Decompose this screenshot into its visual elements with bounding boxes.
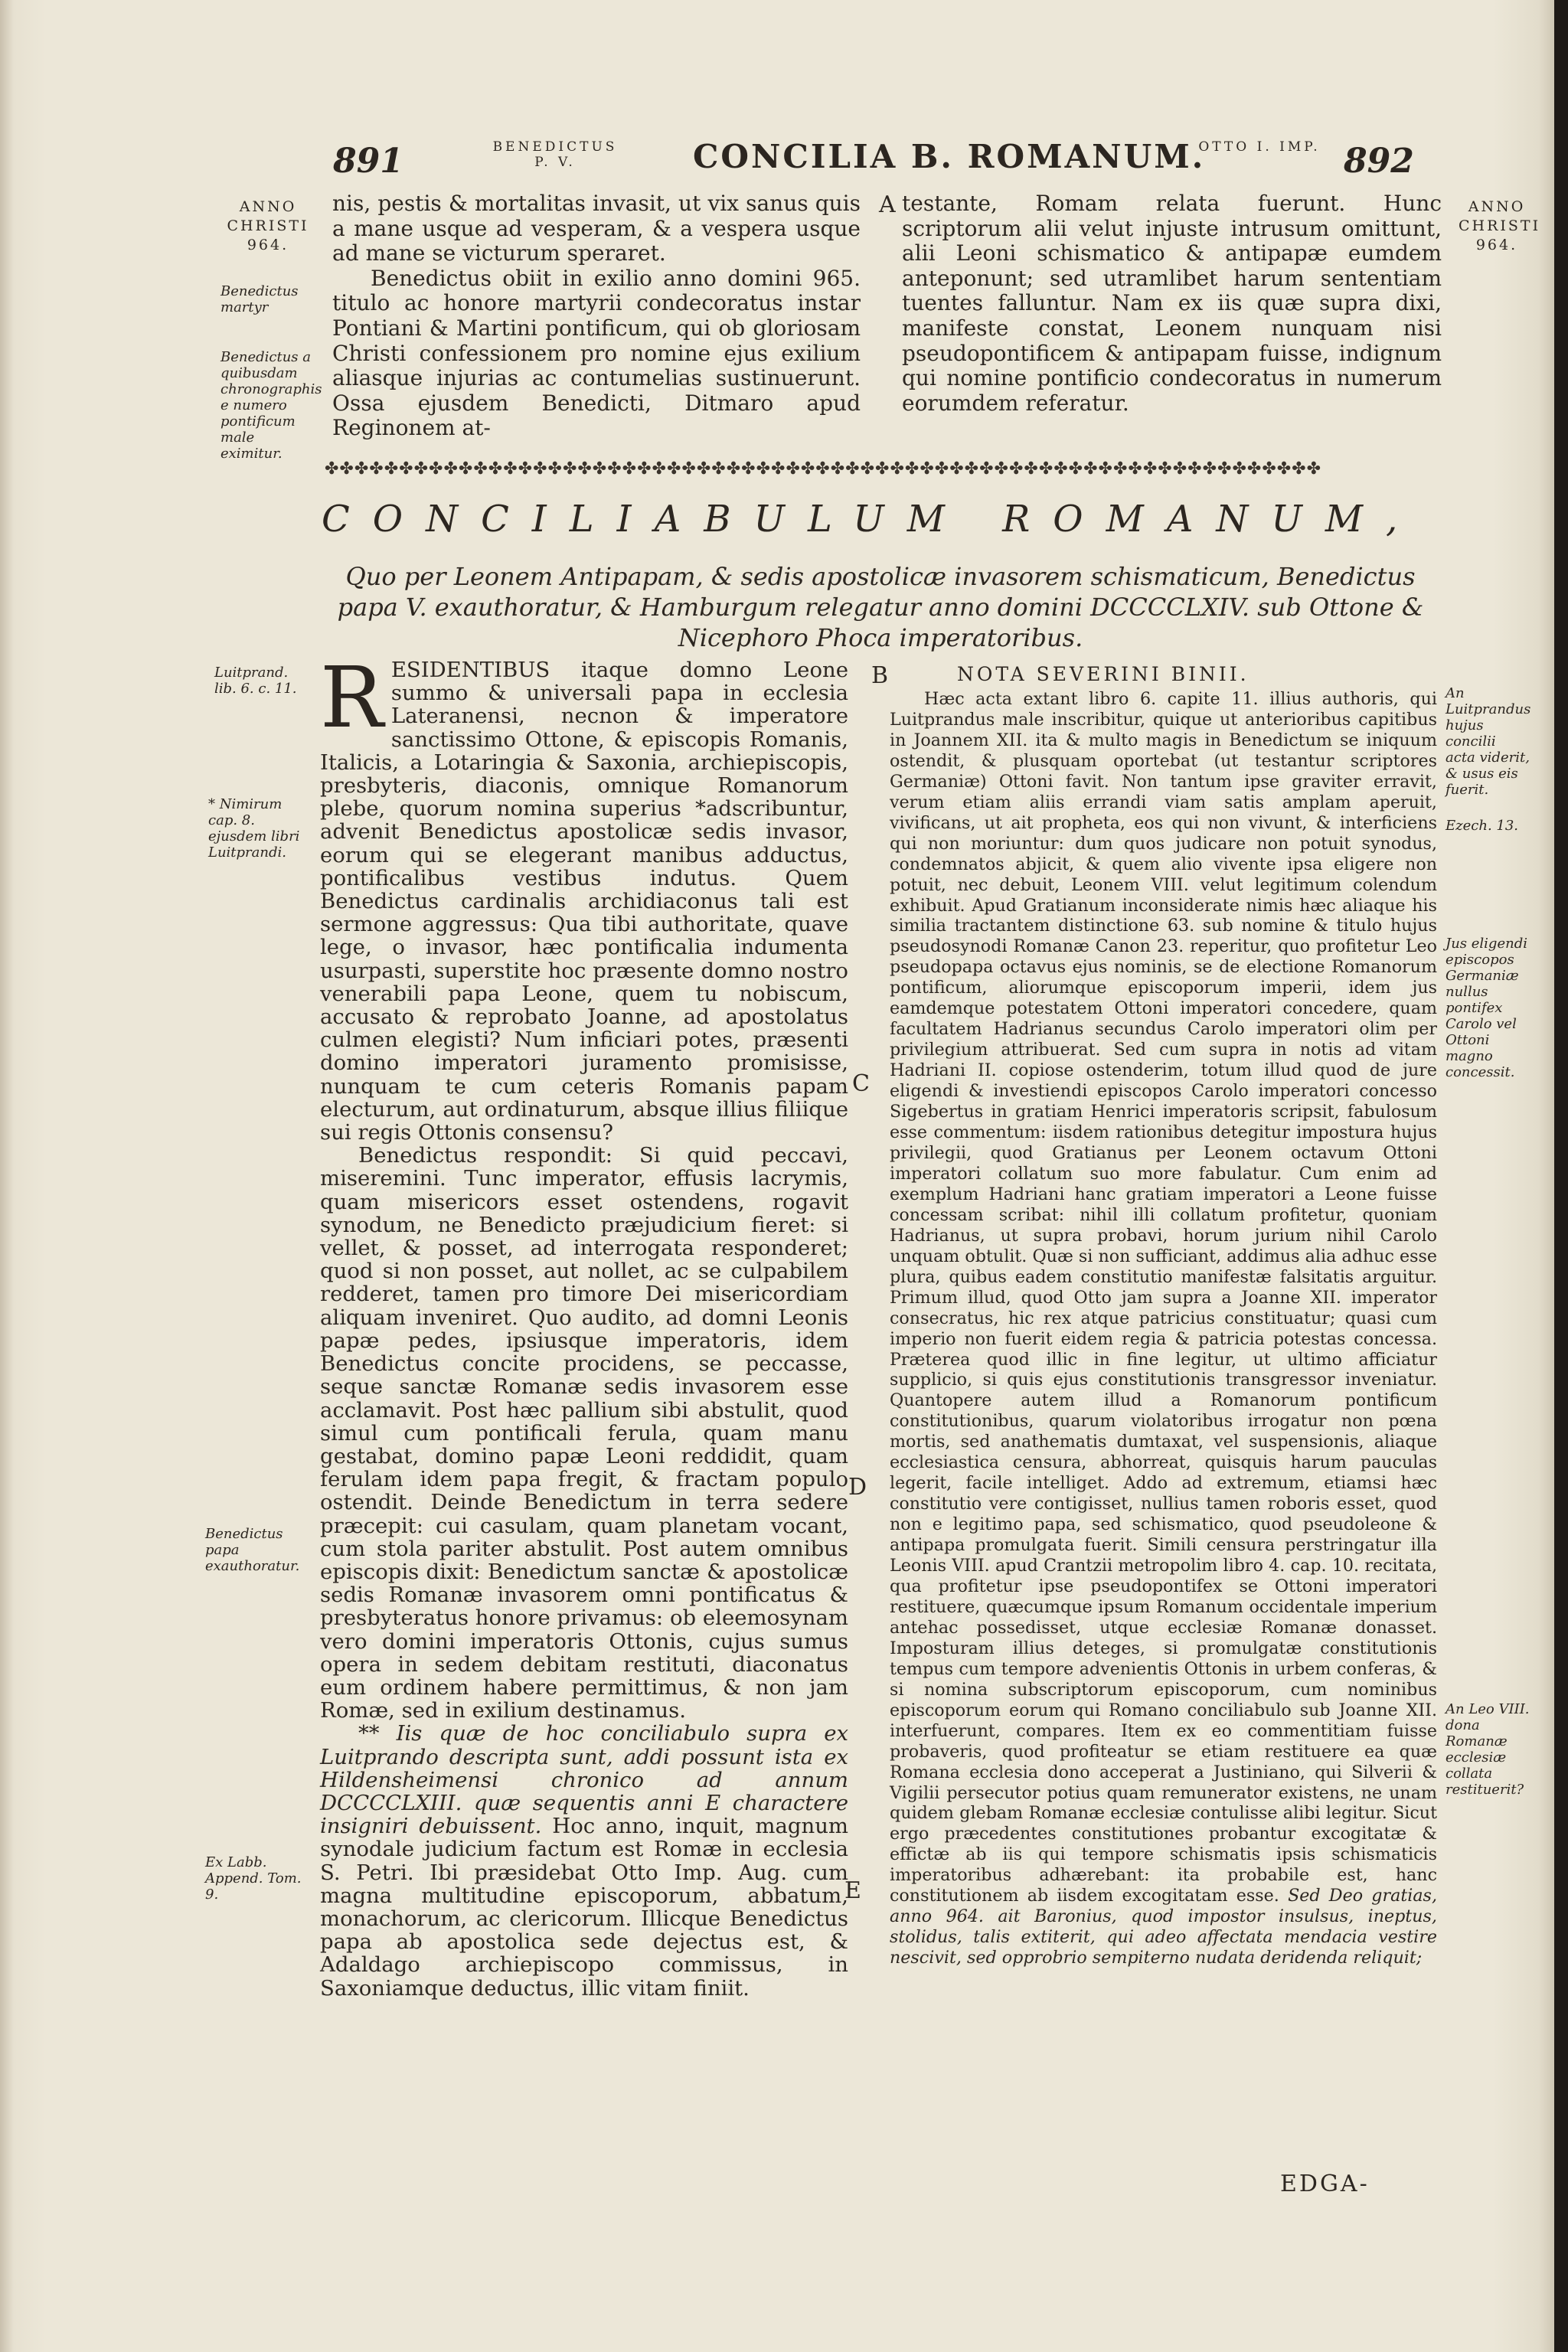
paragraph: Hoc anno, inquit, magnum synodale judicium factum est Romæ in ecclesia S. Petri. Ibi præsidebat Otto Imp. Aug. cum magna multitudine episcoporum, abbatum, monachorum, ac clericorum. Illicque Benedictus papa ab apostolica sede dejectus est, & Adaldago archiepiscopo commissus, in Saxoniamque deductus, illic vitam finiit. bbox=[320, 1814, 848, 2001]
margin-note-ezech: Ezech. 13. bbox=[1446, 818, 1519, 834]
paragraph: Hæc acta extant libro 6. capite 11. illius authoris, qui Luitprandus male inscribitur, quique ut anterioribus capitibus in Joannem XII. ita & multo magis in Benedictum se iniquum ostendit, & plusquam oportebat (ut testantur scriptores Germaniæ) Ottoni favit. Non tantum ipse graviter erravit, verum etiam aliis errandi viam satis amplam aperuit, vivificans, ut ait propheta, eos qui non vivunt, & interficiens qui non moriuntur: dum quos judicare non potuit synodus, condemnatos abjicit, & quem alio vivente ipsa eligere non potuit, nec debuit, Leonem VIII. velut legitimum colendum exhibuit. Apud Gratianum inconsiderate nimis hæc aliaque his similia tractantem distinctione 63. sub nomine & titulo hujus pseudosynodi Romanæ Canon 23. reperitur, quo profitetur Leo pseudopapa octavus ejus nominis, se de electione Romanorum pontificum, aliorumque episcoporum imperii, idem jus eamdemque potestatem Ottoni imperatori concedere, quam facultatem Hadrianus secundus Carolo imperatori olim per privilegium attribuerat. Sed cum supra in notis ad vitam Hadriani II. copiose ostenderim, totum illud quod de jure eligendi & investiendi episcopos Carolo imperatori concesso Sigebertus in gratiam Henrici imperatoris scripsit, fabulosum esse commentum: iisdem rationibus detegitur impostura hujus privilegii, quod Gratianus per Leonem octavum Ottoni imperatori collatum suo more fabulatur. Cum enim ad exemplum Hadriani hanc gratiam imperatori a Leone fuisse concessam scribat: nihil illi collatum profitetur, quoniam Hadrianus, ut supra probavi, horum jurium nihil Carolo unquam obtulit. Quæ si non sufficiant, addimus alia adhuc esse plura, quibus eadem constitutio manifestæ falsitatis arguitur. Primum illud, quod Otto jam supra a Joanne XII. imperator consecratus, hic rex atque patricius constituatur; quasi cum imperio non fuerit eidem regia & patricia potestas concessa. Præterea quod illic in fine legitur, ut ultimo afficiatur supplicio, si quis ejus constitutionis transgressor inveniatur. Quantopere autem illud a Romanorum pontificum constitutionibus, quarum violatoribus irrogatur non pœna mortis, sed anathematis dumtaxat, vel suspensionis, aliaque ecclesiastica censura, abhorreat, quisquis harum pauculas legerit, facile intelliget. Addo ad extremum, etiamsi hæc constitutio vere contigisset, nullius tamen roboris esset, quod non e legitimo papa, sed schismatico, quod pseudoleone & antipapa promulgata fuerit. Simili censura perstringatur illa Leonis VIII. apud Crantzii metropolim libro 4. cap. 10. recitata, qua profitetur ipse pseudopontifex se Ottoni imperatori restituere, quæcumque ipsum Romanum occidentale imperium antehac possedisset, utque ecclesiæ Romanæ donasset. Imposturam illius deteges, si promulgatæ constitutionis tempus cum tempore advenientis Ottonis in urbem conferas, & si nomina subscriptorum episcoporum, cum nominibus episcoporum eorum qui Romano conciliabulo sub Joanne XII. interfuerunt, compares. Item ex eo commentitiam fuisse probaveris, quod profiteatur se etiam restituere ea quæ Romana ecclesia dono acceperat a Justiniano, qui Silverii & Vigilii persecutor potius quam remunerator existens, ne unam quidem glebam Romanæ ecclesiæ contulisse alibi legitur. Sicut ergo præcedentes constitutiones probantur excogitatæ & effictæ ab iis qui tempore schismatis ipsis schismaticis imperatoribus adhærebant: ita probabile est, hanc constitutionem ab iisdem excogitatam esse. bbox=[890, 689, 1437, 1906]
section-title: CONCILIABULUM ROMANUM, bbox=[322, 498, 1421, 541]
margin-note-luitprandus: An Luitprandus hujus concilii acta viderit, & usus eis fuerit. bbox=[1446, 685, 1531, 798]
anno-christi-left: ANNO CHRISTI 964. bbox=[227, 198, 309, 253]
anno-christi-right: ANNO CHRISTI 964. bbox=[1459, 198, 1541, 253]
paragraph: Benedictus respondit: Si quid peccavi, miseremini. Tunc imperator, effusis lacrymis, quam misericors esset ostendens, rogavit synodum, ne Benedicto præjudicium fieret: si vellet, & posset, ad interrogata responderet; quod si non posset, aut nollet, ac se culpabilem redderet, tamen pro timore Dei misericordiam aliquam inveniret. Quo audito, ad domni Leonis papæ pedes, ipsiusque imperatoris, idem Benedictus concite procidens, se peccasse, seque sanctæ Romanæ sedis invasorem esse acclamavit. Post hæc pallium sibi abstulit, quod simul cum pontificali ferula, quam manu gestabat, domino papæ Leoni reddidit, quam ferulam idem papa fregit, & fractam populo ostendit. Deinde Benedictum in terra sedere præcepit: cui casulam, quam planetam vocant, cum stola pariter abstulit. Post autem omnibus episcopis dixit: Benedictum sanctæ & apostolicæ sedis Romanæ invasorem omni pontificatus & presbyteratus honore privamus: ob eleemosynam vero domini imperatoris Ottonis, cujus sumus opera in sedem debitam restituti, diaconatus eum ordinem habere permittimus, & non jam Romæ, sed in exilium destinamus. bbox=[320, 1143, 848, 1723]
note-heading: NOTA SEVERINI BINII. bbox=[957, 663, 1250, 685]
margin-note-an-leo: An Leo VIII. dona Romanæ ecclesiæ collata restituerit? bbox=[1446, 1701, 1530, 1798]
page-number-left: 891 bbox=[333, 142, 403, 181]
margin-note-chronographis: Benedictus a quibusdam chronographis e numero pontificum male eximitur. bbox=[220, 349, 322, 462]
ornamental-rule: ✤✤✤✤✤✤✤✤✤✤✤✤✤✤✤✤✤✤✤✤✤✤✤✤✤✤✤✤✤✤✤✤✤✤✤✤✤✤✤✤✤✤✤✤✤✤✤✤✤✤✤✤✤✤✤✤✤✤✤✤✤✤✤✤✤✤✤ bbox=[325, 459, 1322, 479]
running-head-right: OTTO I. IMP. bbox=[1198, 139, 1321, 155]
section-letter-c: C bbox=[852, 1070, 870, 1097]
paragraph: nis, pestis & mortalitas invasit, ut vix sanus quis a mane usque ad vesperam, & a vespera usque ad mane se victurum speraret. bbox=[332, 191, 861, 266]
page-number-right: 892 bbox=[1344, 142, 1414, 181]
paragraph: Benedictus obiit in exilio anno domini 965. titulo ac honore martyrii condecoratus instar Pontiani & Martini pontificum, qui ob gloriosam Christi confessionem pro nomine ejus exilium aliasque injurias ac contumelias sustinuerunt. Ossa ejusdem Benedicti, Ditmaro apud Reginonem at- bbox=[332, 265, 861, 441]
margin-note-exauthoratur: Benedictus papa exauthoratur. bbox=[205, 1526, 300, 1574]
page-title: CONCILIA B. ROMANUM. bbox=[693, 138, 1206, 175]
margin-note-luitprand: Luitprand. lib. 6. c. 11. bbox=[214, 665, 297, 697]
margin-note-labb: Ex Labb. Append. Tom. 9. bbox=[205, 1854, 302, 1903]
margin-note-nimirum: * Nimirum cap. 8. ejusdem libri Luitprandi. bbox=[208, 796, 300, 861]
main-right-column bbox=[890, 689, 1437, 1968]
section-subtitle: Quo per Leonem Antipapam, & sedis apostolicæ invasorem schismaticum, Benedictus papa V. exauthoratur, & Hamburgum relegatur anno domini DCCCCLXIV. sub Ottone & Nicephoro Phoca imperatoribus. bbox=[337, 562, 1424, 652]
italic-quote: Sed Deo gratias, anno 964. ait Baronius, quod impostor insulsus, ineptus, stolidus, talis extiterit, qui adeo affectata mendacia vestire nescivit, sed opprobrio sempiterno nudata deridenda reliquit; bbox=[890, 1886, 1438, 1968]
section-letter-e: E bbox=[844, 1877, 861, 1904]
catchword: EDGA- bbox=[1280, 2171, 1370, 2197]
top-right-column bbox=[902, 191, 1442, 416]
paragraph: ESIDENTIBUS itaque domno Leone summo & universali papa in ecclesia Lateranensi, necnon & imperatore sanctissimo Ottone, & episcopis Romanis, Italicis, a Lotaringia & Saxonia, archiepiscopis, presbyteris, diaconis, omnique Romanorum plebe, quorum nomina superius *adscribuntur, advenit Benedictus apostolicæ sedis invasor, eorum qui se elegerant manibus adductus, pontificalibus vestibus indutus. Quem Benedictus cardinalis archidiaconus tali est sermone aggressus: Qua tibi authoritate, quave lege, o invasor, hæc pontificalia indumenta usurpasti, superstite hoc præsente domno nostro venerabili papa Leone, quem tu nobiscum, accusato & reprobato Joanne, ad apostolatus culmen elegisti? Num inficiari potes, præsenti domino imperatori juramento promisisse, nunquam te cum ceteris Romanis papam electurum, aut ordinaturum, absque illius filiique sui regis Ottonis consensu? bbox=[320, 658, 848, 1145]
margin-note-jus-eligendi: Jus eligendi episcopos Germaniæ nullus pontifex Carolo vel Ottoni magno concessit. bbox=[1446, 936, 1527, 1080]
paragraph: testante, Romam relata fuerunt. Hunc scriptorum alii velut injuste intrusum omittunt, alii Leoni schismatico & antipapæ eumdem anteponunt; sed utramlibet harum sententiam tuentes falluntur. Nam ex iis quæ supra dixi, manifeste constat, Leonem nunquam nisi pseudopontificem & antipapam fuisse, indignum qui nomine pontificio condecoratus in numerum eorumdem referatur. bbox=[902, 191, 1442, 416]
section-letter-a: A bbox=[879, 191, 896, 218]
top-left-column bbox=[332, 191, 861, 441]
running-head-left: BENEDICTUS P. V. bbox=[492, 139, 618, 170]
drop-cap: R bbox=[320, 648, 384, 746]
section-letter-b: B bbox=[871, 662, 889, 689]
book-gutter bbox=[1554, 0, 1568, 2352]
section-letter-d: D bbox=[848, 1474, 867, 1501]
italic-intro: ** Iis quæ de hoc conciliabulo supra ex Luitprando descripta sunt, addi possunt ista ex Hildensheimensi chronico ad annum DCCCCLXIII. quæ sequentis anni E charactere insigniri debuissent. bbox=[320, 1721, 848, 1839]
main-left-column bbox=[320, 648, 848, 2001]
margin-note-martyr: Benedictus martyr bbox=[220, 283, 299, 315]
